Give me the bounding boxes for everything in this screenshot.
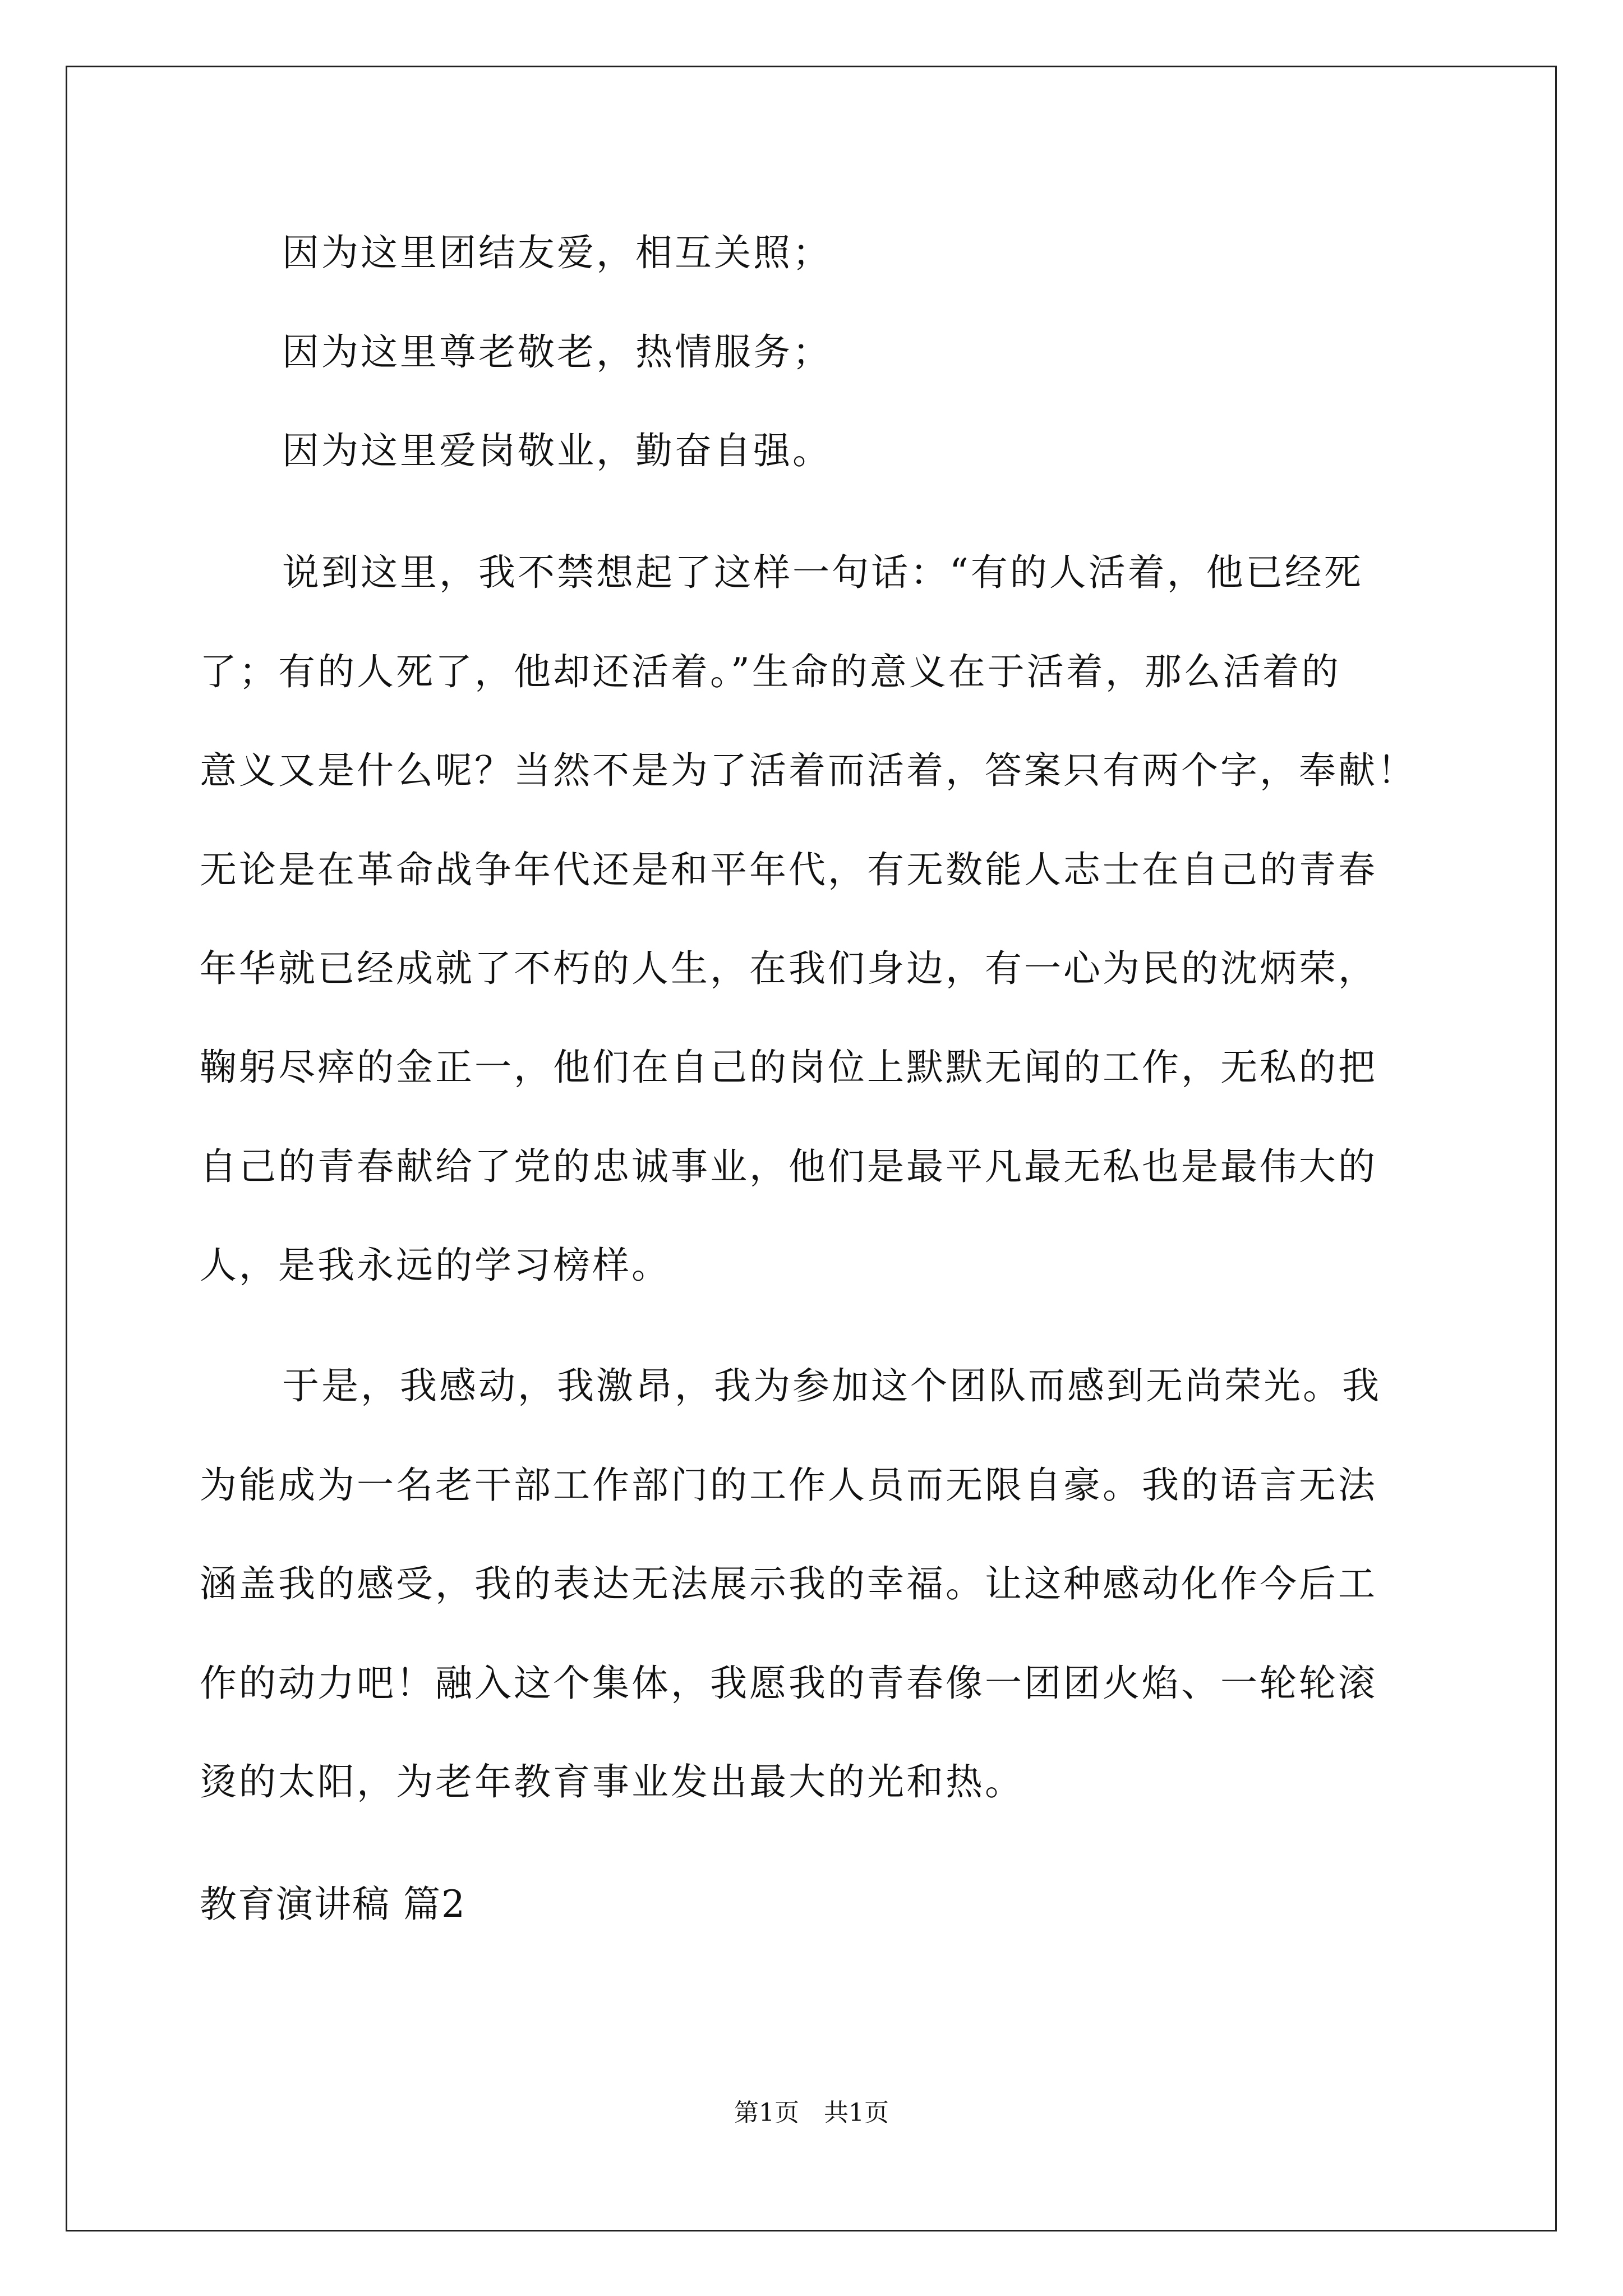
section-heading: 教育演讲稿 篇2 bbox=[200, 1883, 466, 1926]
page-footer bbox=[0, 2101, 1623, 2125]
paragraph-line: 自己的青春献给了党的忠诚事业，他们是最平凡最无私也是最伟大的 bbox=[200, 1145, 1377, 1188]
paragraph-line: 为能成为一名老干部工作部门的工作人员而无限自豪。我的语言无法 bbox=[200, 1464, 1377, 1507]
paragraph-line: 因为这里尊老敬老，热情服务； bbox=[282, 330, 832, 374]
paragraph-line: 说到这里，我不禁想起了这样一句话：“有的人活着，他已经死 bbox=[282, 551, 1363, 594]
paragraph-line: 涵盖我的感受，我的表达无法展示我的幸福。让这种感动化作今后工 bbox=[200, 1562, 1377, 1605]
page-total: 共1页 bbox=[824, 2099, 889, 2127]
paragraph-line: 人，是我永远的学习榜样。 bbox=[200, 1244, 671, 1287]
paragraph-line: 无论是在革命战争年代还是和平年代，有无数能人志士在自己的青春 bbox=[200, 848, 1377, 891]
paragraph-line: 因为这里团结友爱，相互关照； bbox=[282, 231, 832, 274]
page-number: 第1页 bbox=[734, 2099, 799, 2127]
paragraph-line: 作的动力吧！融入这个集体，我愿我的青春像一团团火焰、一轮轮滚 bbox=[200, 1662, 1377, 1705]
paragraph-line: 因为这里爱岗敬业，勤奋自强。 bbox=[282, 429, 832, 472]
paragraph-line: 了；有的人死了，他却还活着。”生命的意义在于活着，那么活着的 bbox=[200, 650, 1341, 693]
paragraph-line: 年华就已经成就了不朽的人生，在我们身边，有一心为民的沈炳荣， bbox=[200, 947, 1377, 990]
paragraph-line: 烫的太阳，为老年教育事业发出最大的光和热。 bbox=[200, 1760, 1024, 1803]
paragraph-line: 于是，我感动，我激昂，我为参加这个团队而感到无尚荣光。我 bbox=[282, 1364, 1381, 1407]
paragraph-line: 意义又是什么呢？当然不是为了活着而活着，答案只有两个字，奉献！ bbox=[200, 749, 1417, 792]
paragraph-line: 鞠躬尽瘁的金正一，他们在自己的岗位上默默无闻的工作，无私的把 bbox=[200, 1046, 1377, 1089]
